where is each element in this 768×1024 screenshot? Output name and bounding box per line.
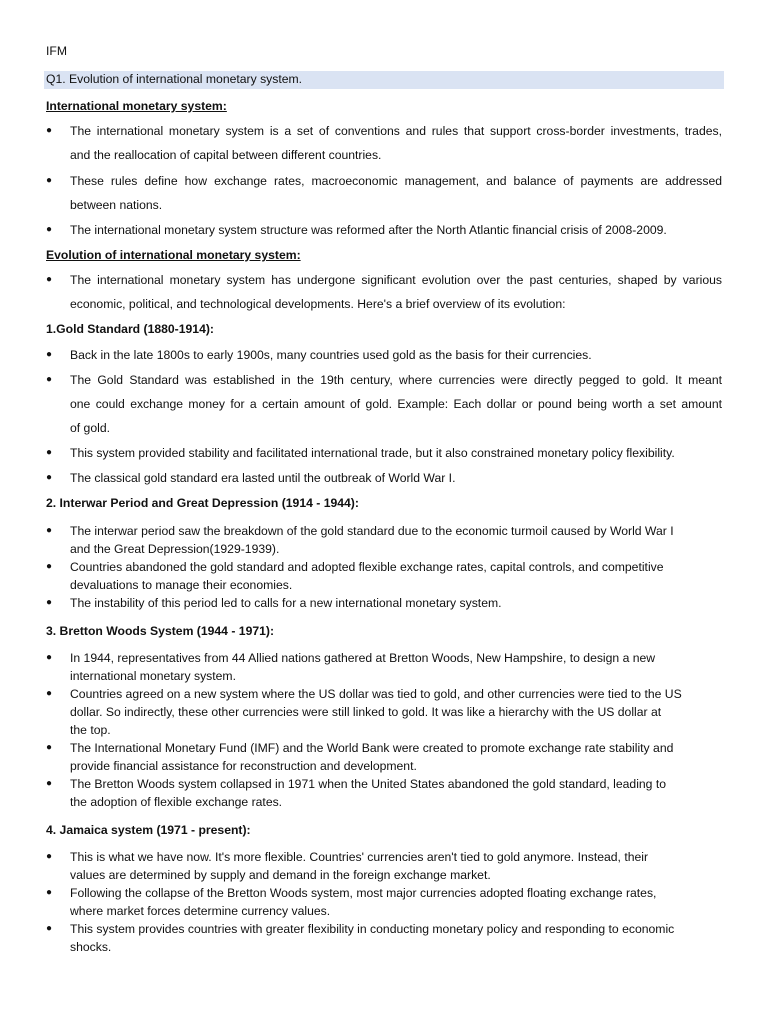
bullet-dot: ●	[46, 688, 53, 699]
bullet-dot: ●	[46, 923, 53, 934]
list-item-line: economic, political, and technological developments. Here's a brief overview of its evolution:	[70, 297, 566, 311]
list-item-line: The international monetary system has undergone significant evolution over the past centuries, shaped by various	[70, 273, 722, 287]
list-item-line: and the Great Depression(1929-1939).	[70, 542, 280, 556]
bullet-dot: ●	[46, 175, 53, 186]
list-item-line: This system provided stability and facilitated international trade, but it also constrained monetary policy flexibility.	[70, 446, 675, 460]
heading-bretton-woods: 3. Bretton Woods System (1944 - 1971):	[46, 624, 275, 638]
bullet-dot: ●	[46, 652, 53, 663]
list-item-line: the adoption of flexible exchange rates.	[70, 795, 283, 809]
list-item-line: shocks.	[70, 940, 112, 954]
bullet-dot: ●	[46, 274, 53, 285]
list-item-line: dollar. So indirectly, these other currencies were still linked to gold. It was like a hierarchy with the US dollar at	[70, 705, 662, 719]
bullet-dot: ●	[46, 887, 53, 898]
list-item-line: The international monetary system is a set of conventions and rules that support cross-border investments, trades,	[70, 124, 722, 138]
bullet-dot: ●	[46, 224, 53, 235]
section-heading-ims: International monetary system:	[46, 99, 227, 113]
list-item-line: where market forces determine currency values.	[70, 904, 331, 918]
list-item-line: Following the collapse of the Bretton Woods system, most major currencies adopted floating exchange rates,	[70, 886, 657, 900]
list-item-line: The Bretton Woods system collapsed in 1971 when the United States abandoned the gold standard, leading to	[70, 777, 667, 791]
list-item-line: the top.	[70, 723, 111, 737]
list-item-line: The classical gold standard era lasted until the outbreak of World War I.	[70, 471, 456, 485]
heading-gold-standard: 1.Gold Standard (1880-1914):	[46, 322, 214, 336]
bullet-dot: ●	[46, 374, 53, 385]
list-item-line: In 1944, representatives from 44 Allied nations gathered at Bretton Woods, New Hampshire, to design a new	[70, 651, 656, 665]
list-item-line: between nations.	[70, 198, 163, 212]
bullet-dot: ●	[46, 525, 53, 536]
list-item-line: The interwar period saw the breakdown of the gold standard due to the economic turmoil caused by World War I	[70, 524, 674, 538]
bullet-dot: ●	[46, 125, 53, 136]
question-title: Q1. Evolution of international monetary system.	[46, 72, 303, 86]
list-item-line: The International Monetary Fund (IMF) and the World Bank were created to promote exchange rate stability and	[70, 741, 674, 755]
bullet-dot: ●	[46, 472, 53, 483]
bullet-dot: ●	[46, 851, 53, 862]
doc-label: IFM	[46, 44, 67, 58]
list-item-line: values are determined by supply and demand in the foreign exchange market.	[70, 868, 491, 882]
list-item-line: This is what we have now. It's more flexible. Countries' currencies aren't tied to gold anymore. Instead, their	[70, 850, 649, 864]
list-item-line: and the reallocation of capital between different countries.	[70, 148, 382, 162]
list-item-line: devaluations to manage their economies.	[70, 578, 293, 592]
list-item-line: The international monetary system structure was reformed after the North Atlantic financial crisis of 2008-2009.	[70, 223, 667, 237]
list-item-line: This system provides countries with greater flexibility in conducting monetary policy and responding to economic	[70, 922, 675, 936]
list-item-line: international monetary system.	[70, 669, 236, 683]
bullet-dot: ●	[46, 742, 53, 753]
list-item-line: The Gold Standard was established in the 19th century, where currencies were directly pegged to gold. It meant	[70, 373, 722, 387]
list-item-line: Countries abandoned the gold standard and adopted flexible exchange rates, capital controls, and competitive	[70, 560, 664, 574]
bullet-dot: ●	[46, 349, 53, 360]
list-item-line: of gold.	[70, 421, 110, 435]
list-item-line: provide financial assistance for reconstruction and development.	[70, 759, 417, 773]
list-item-line: one could exchange money for a certain amount of gold. Example: Each dollar or pound being worth a set amount	[70, 397, 722, 411]
list-item-line: The instability of this period led to calls for a new international monetary system.	[70, 596, 502, 610]
bullet-dot: ●	[46, 778, 53, 789]
bullet-dot: ●	[46, 561, 53, 572]
section-heading-evolution: Evolution of international monetary system:	[46, 248, 301, 262]
bullet-dot: ●	[46, 447, 53, 458]
heading-interwar: 2. Interwar Period and Great Depression (1914 - 1944):	[46, 496, 359, 510]
heading-jamaica: 4. Jamaica system (1971 - present):	[46, 823, 251, 837]
list-item-line: These rules define how exchange rates, macroeconomic management, and balance of payments are addressed	[70, 174, 722, 188]
list-item-line: Back in the late 1800s to early 1900s, many countries used gold as the basis for their currencies.	[70, 348, 592, 362]
list-item-line: Countries agreed on a new system where the US dollar was tied to gold, and other currencies were tied to the US	[70, 687, 682, 701]
bullet-dot: ●	[46, 597, 53, 608]
